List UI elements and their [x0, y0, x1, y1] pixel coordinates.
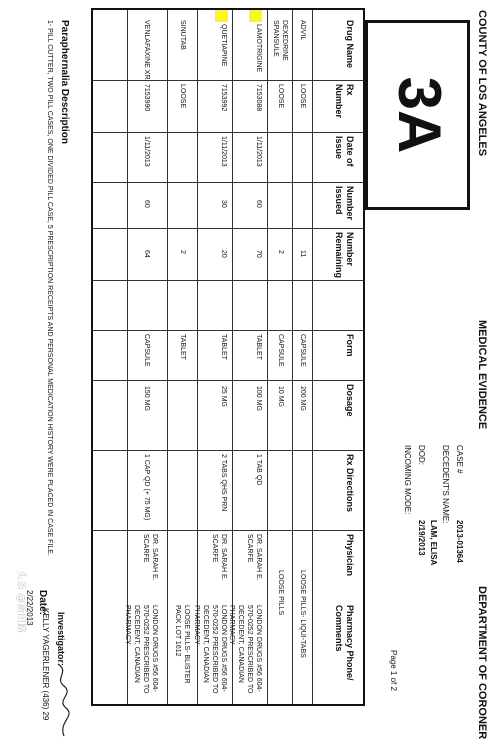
table-cell: DR. SARAH E. SCARFE: [142, 534, 158, 581]
evidence-id-box: [365, 20, 470, 210]
table-cell: CAPSULE: [299, 334, 306, 367]
column-header: Rx Number: [334, 84, 355, 119]
table-cell: LAMOTRIGINE: [255, 24, 262, 73]
column-header: Form: [345, 334, 355, 357]
table-cell: 11: [299, 250, 306, 258]
table-cell: QUETIAPINE: [220, 24, 227, 67]
row-divider: [267, 10, 268, 704]
table-cell: TABLET: [255, 334, 262, 360]
table-cell: CAPSULE: [277, 334, 284, 367]
column-header: Rx Directions: [345, 454, 355, 513]
column-header: Pharmacy Phone/ Comments: [334, 605, 355, 681]
decedent-name-label: DECEDENT'S NAME:: [441, 445, 450, 524]
evidence-id-label: 3A: [386, 76, 453, 154]
table-cell: 70: [255, 250, 262, 258]
table-cell: LOOSE PILLS: [277, 570, 284, 616]
table-cell: 7153990: [143, 84, 150, 112]
table-cell: DEXEDRINE SPANSULE: [272, 20, 288, 61]
table-cell: 60: [255, 200, 262, 208]
col-divider: [93, 450, 363, 451]
table-cell: 30: [220, 200, 227, 208]
col-divider: [93, 132, 363, 133]
table-cell: 1/11/2013: [143, 136, 150, 167]
paraphernalia-title: Paraphernalia Description: [59, 20, 70, 144]
table-cell: 7153992: [220, 84, 227, 112]
table-cell: 1 CAP QD (+ 75 MG): [143, 454, 150, 521]
table-cell: 2 TABS QHS PRN: [220, 454, 227, 512]
table-cell: VENLAFAXINE XR: [143, 20, 150, 80]
row-divider: [197, 10, 198, 704]
table-cell: DR. SARAH E. SCARFE: [246, 534, 262, 581]
highlight-mark-lamotrigine: [249, 10, 262, 22]
row-divider: [232, 10, 233, 704]
table-cell: LONDON DRUGS #56 604-570-0252 PRESCRIBED TO DECEDENT, CANADIAN PHARMACY: [124, 605, 158, 694]
table-cell: LOOSE: [299, 84, 306, 109]
table-cell: 60: [143, 200, 150, 208]
date-value: 2/22/2013: [25, 590, 34, 626]
column-header: Number Remaining: [334, 232, 355, 279]
department-header: DEPARTMENT OF CORONER: [476, 586, 488, 740]
date-label: Date:: [37, 590, 48, 616]
highlight-mark-quetiapine: [215, 10, 228, 22]
case-number-value: 2013-01364: [455, 520, 464, 563]
col-divider: [93, 228, 363, 229]
table-cell: 25 MG: [220, 386, 227, 408]
investigator-name: KELLY YAGERLENER (436) 29: [41, 608, 50, 721]
table-cell: TABLET: [220, 334, 227, 360]
investigator-label: Investigator:: [56, 612, 66, 667]
col-divider: [93, 182, 363, 183]
table-cell: 20: [220, 250, 227, 258]
county-header: COUNTY OF LOS ANGELES: [476, 10, 488, 157]
table-cell: LOOSE: [179, 84, 186, 109]
row-divider: [292, 10, 293, 704]
dod-label: DOD:: [417, 445, 426, 465]
table-cell: SINUTAB: [179, 20, 186, 50]
signature-icon: [52, 660, 72, 740]
table-cell: 1/11/2013: [220, 136, 227, 167]
medication-table: [91, 8, 365, 706]
decedent-name-value: LAM, ELISA: [429, 520, 438, 566]
page-indicator: Page 1 of 2: [389, 650, 398, 691]
table-cell: CAPSULE: [143, 334, 150, 367]
table-cell: TABLET: [179, 334, 186, 360]
column-header: Number Issued: [334, 186, 355, 221]
table-cell: LOOSE PILLS- LIQUI-TABS: [299, 570, 306, 658]
column-header: Date of Issue: [334, 136, 355, 167]
table-cell: LONDON DRUGS #56 604-570-0252 PRESCRIBED TO DECEDENT, CANADIAN PHARMACY: [228, 605, 262, 694]
table-cell: ADVIL: [299, 20, 306, 41]
row-divider: [127, 10, 128, 704]
column-header: Drug Name: [345, 20, 355, 69]
col-divider: [93, 80, 363, 81]
column-header: Physician: [345, 534, 355, 577]
table-cell: LOOSE: [277, 84, 284, 109]
col-divider: [93, 530, 363, 531]
table-cell: 150 MG: [143, 386, 150, 411]
col-divider: [93, 330, 363, 331]
watermark: 头条 @新田路: [15, 570, 26, 634]
table-cell: LOOSE PILLS- BLISTER PACK LOT 1612: [174, 605, 190, 684]
table-cell: 7153088: [255, 84, 262, 112]
col-divider: [93, 280, 363, 281]
table-cell: 10 MG: [277, 386, 284, 408]
column-header: Dosage: [345, 384, 355, 417]
table-cell: 200 MG: [299, 386, 306, 411]
table-cell: 100 MG: [255, 386, 262, 411]
table-cell: 2: [179, 250, 186, 254]
table-cell: 2: [277, 250, 284, 254]
row-divider: [167, 10, 168, 704]
dod-value: 2/19/2013: [417, 520, 426, 556]
incoming-mode-label: INCOMING MODE:: [403, 445, 412, 515]
table-cell: 64: [143, 250, 150, 258]
table-cell: LONDON DRUGS #56 604-570-0252 PRESCRIBED TO DECEDENT, CANADIAN PHARMACY: [193, 605, 227, 694]
case-number-label: CASE #: [455, 445, 464, 474]
col-divider: [93, 380, 363, 381]
table-cell: 1/11/2013: [255, 136, 262, 167]
paraphernalia-text: 1- PILL CUTTER, TWO PILL CASES, ONE DIVIDED PILL CASE, 5 PRESCRIPTION RECEIPTS AND PERSONAL MEDICATION HISTORY WERE PLACED IN CASE FILE.: [46, 20, 53, 556]
row-divider: [312, 10, 313, 704]
table-cell: 1 TAB QD: [255, 454, 262, 486]
table-cell: DR. SARAH E. SCARFE: [211, 534, 227, 581]
form-title: MEDICAL EVIDENCE: [476, 320, 488, 430]
